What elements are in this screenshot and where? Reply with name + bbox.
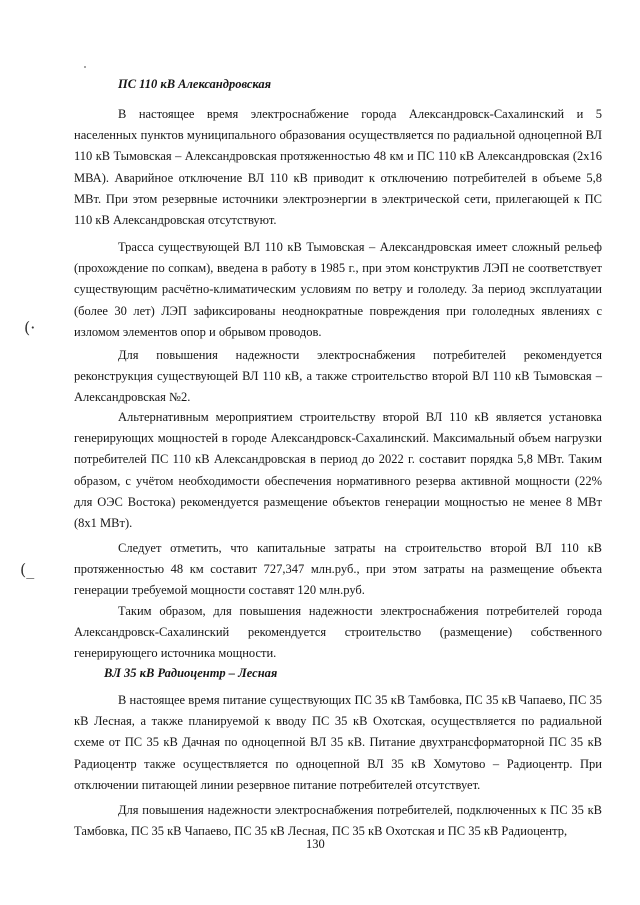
paragraph: Трасса существующей ВЛ 110 кВ Тымовская – Александровская имеет сложный рельеф (прохождение по сопкам), введена в работу в 1985 г., при этом конструктив ЛЭП не соответствует существующим расчётно-климатическим условиям по ветру и гололеду. За период эксплуатации (более 30 лет) ЛЭП зафиксированы неоднократные повреждения при гололедных явлениях с изломом элементов опор и обрывом проводов. [74,240,602,339]
paragraph: Для повышения надежности электроснабжения потребителей, подключенных к ПС 35 кВ Тамбовка, ПС 35 кВ Чапаево, ПС 35 кВ Лесная, ПС 35 кВ Охотская и ПС 35 кВ Радиоцентр, [74,803,602,839]
page-number: 130 [306,837,325,851]
paragraph: В настоящее время питание существующих ПС 35 кВ Тамбовка, ПС 35 кВ Чапаево, ПС 35 кВ Лесная, а также планируемой к вводу ПС 35 кВ Охотская, осуществляется по радиальной схеме от ПС 35 кВ Дачная по одноцепной ВЛ 35 кВ. Питание двухтрансформаторной ПС 35 кВ Радиоцентр также осуществляется по одноцепной ВЛ 35 кВ Хомутово – Радиоцентр. При отключении питающей линии резервное питание потребителей отсутствует. [74,693,602,792]
section-heading-ps-110-aleksandrovskaya: ПС 110 кВ Александровская [118,77,272,91]
section-heading-vl-35-radiocentr-lesnaya: ВЛ 35 кВ Радиоцентр – Лесная [104,666,278,680]
paragraph: Следует отметить, что капитальные затраты на строительство второй ВЛ 110 кВ протяженностью 48 км составит 727,347 млн.руб., при этом затраты на размещение объекта генерации требуемой мощности составят 120 млн.руб. [74,541,602,598]
scan-speck [84,66,86,68]
paragraph: Альтернативным мероприятием строительству второй ВЛ 110 кВ является установка генерирующих мощностей в городе Александровск-Сахалинский. Максимальный объем нагрузки потребителей ПС 110 кВ Александровская в период до 2022 г. составит порядка 5,8 МВт. Таким образом, с учётом необходимости обеспечения нормативного резерва активной мощности (22% для ОЭС Востока) рекомендуется размещение объектов генерации мощностью не менее 8 МВт (8х1 МВт). [74,410,602,531]
margin-pencil-mark: (· [24,318,36,337]
paragraph: В настоящее время электроснабжение города Александровск-Сахалинский и 5 населенных пунктов муниципального образования осуществляется по радиальной одноцепной ВЛ 110 кВ Тымовская – Александровская протяженностью 48 км и ПС 110 кВ Александровская (2х16 МВА). Аварийное отключение ВЛ 110 кВ приводит к отключению потребителей в объеме 5,8 МВт. При этом резервные источники электроэнергии в электрической сети, прилегающей к ПС 110 кВ Александровская отсутствуют. [74,107,602,228]
margin-pencil-mark: (_ [20,560,35,579]
paragraph: Для повышения надежности электроснабжения потребителей рекомендуется реконструкция существующей ВЛ 110 кВ, а также строительство второй ВЛ 110 кВ Тымовская – Александровская №2. [74,348,602,405]
paragraph: Таким образом, для повышения надежности электроснабжения потребителей города Александровск-Сахалинский рекомендуется строительство (размещение) собственного генерирующего источника мощности. [74,604,602,661]
